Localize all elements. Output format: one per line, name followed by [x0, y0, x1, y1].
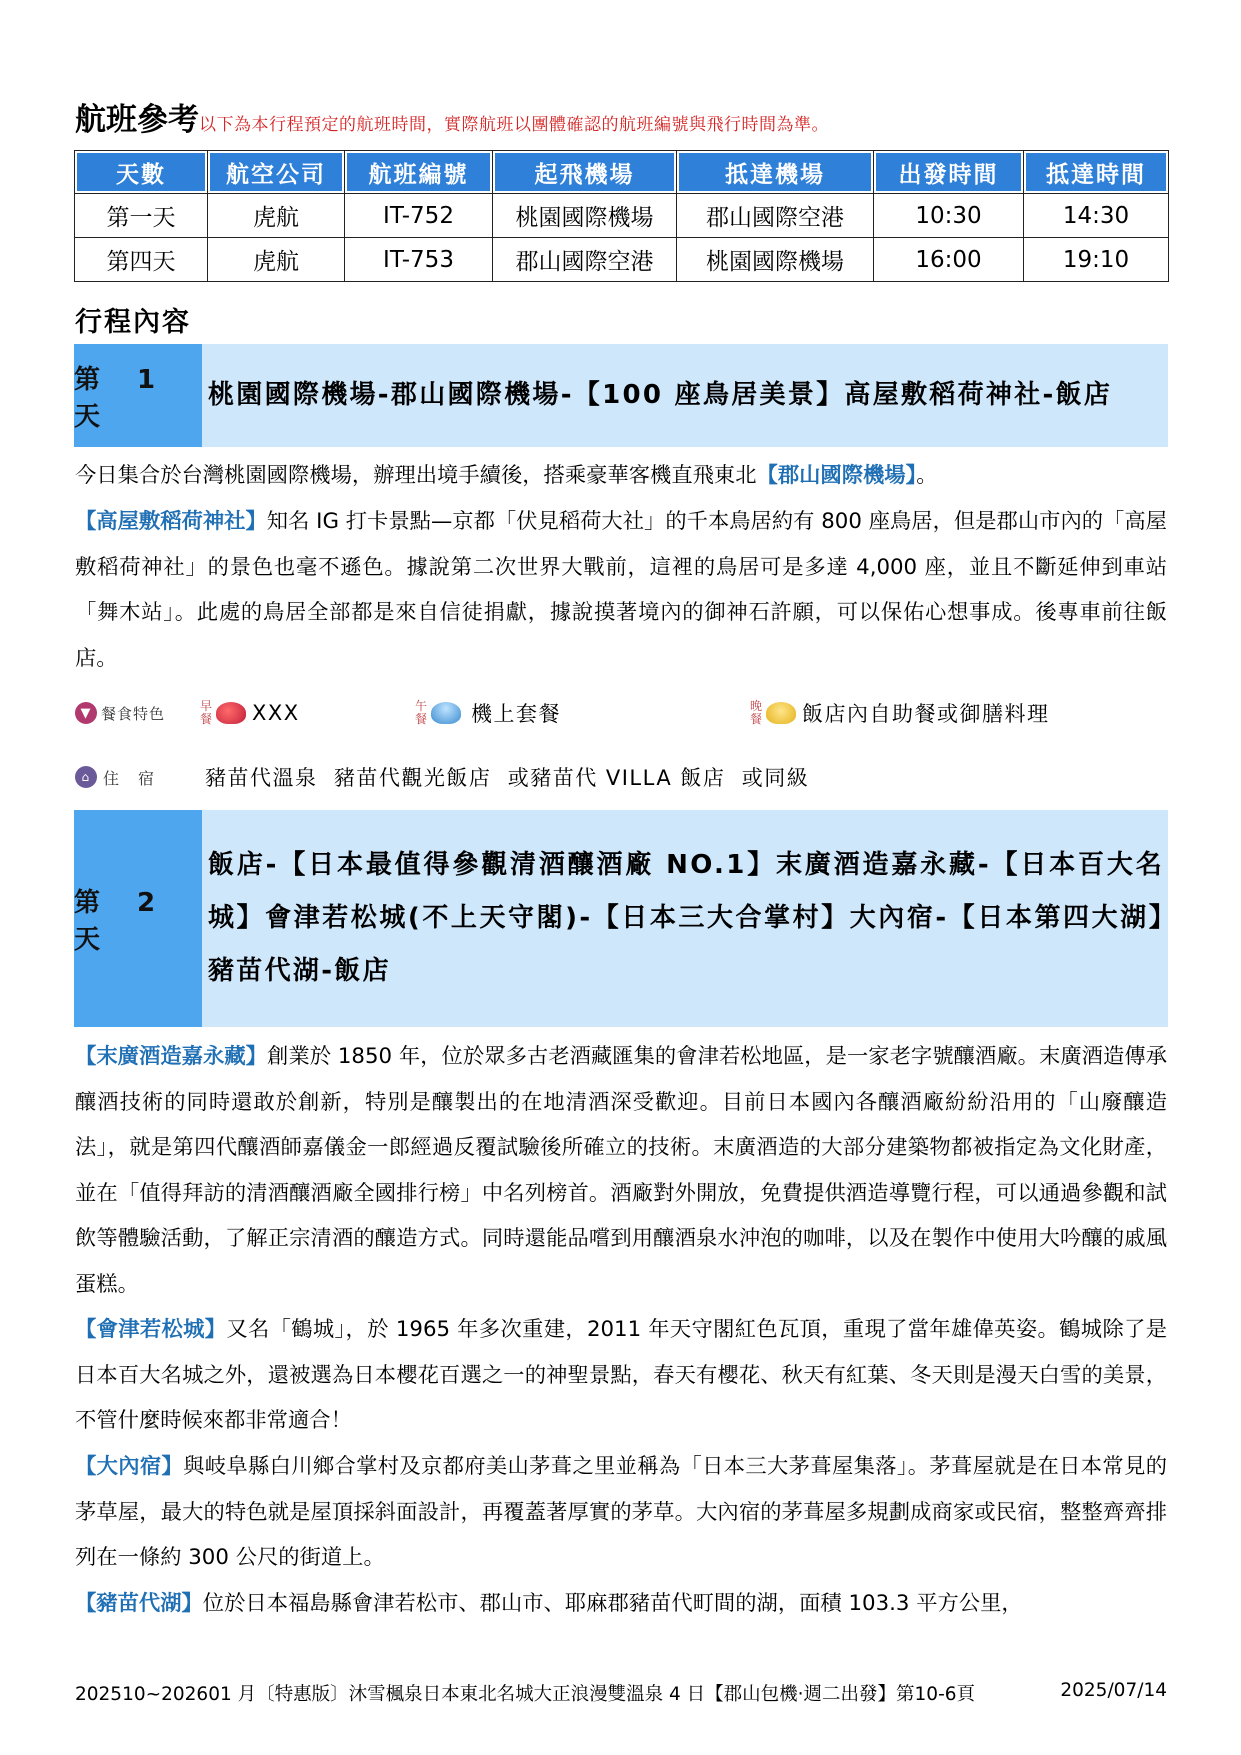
dinner: [750, 692, 1050, 734]
lunch-value: 機上套餐: [471, 702, 561, 726]
day2-ouchijuku: [75, 1444, 1167, 1581]
day2-label: 第 2 天: [74, 810, 202, 1027]
day2-castle-keyword: 【會津若松城】: [75, 1317, 227, 1342]
header-arrival-airport: 抵達機場: [677, 151, 874, 194]
header-arrival-time: 抵達時間: [1024, 151, 1169, 194]
header-airline: 航空公司: [208, 151, 345, 194]
day2-bar: [74, 810, 1168, 1027]
dinner-icon: [766, 702, 796, 724]
day2-brewery: [75, 1034, 1167, 1307]
flight-table-header-row: [75, 151, 1169, 194]
lunch: [415, 692, 561, 734]
meal-badge-label: 餐食特色: [101, 704, 166, 723]
day1-meals: [75, 692, 1167, 734]
meal-icon: ▼: [75, 702, 97, 724]
breakfast-tag: 早餐: [200, 699, 214, 726]
table-row: [75, 238, 1169, 282]
hotel-icon: ⌂: [75, 766, 97, 788]
hotel-value: 豬苗代溫泉 豬苗代觀光飯店 或豬苗代 VILLA 飯店 或同級: [205, 766, 810, 790]
breakfast-icon: [216, 702, 246, 724]
flight-header: [75, 94, 829, 139]
dinner-value: 飯店內自助餐或御膳料理: [802, 702, 1050, 726]
day1-intro-text: 今日集合於台灣桃園國際機場，辦理出境手續後，搭乘豪華客機直飛東北: [75, 463, 757, 488]
footer-date: 2025/07/14: [1060, 1680, 1167, 1701]
day2-lake-text: 位於日本福島縣會津若松市、郡山市、耶麻郡豬苗代町間的湖，面積 103.3 平方公里，: [202, 1591, 1023, 1616]
itinerary-title: 行程內容: [75, 307, 191, 338]
flight-table: [74, 150, 1169, 282]
meal-badge: [75, 692, 165, 734]
day1-intro-keyword: 【郡山國際機場】: [756, 463, 917, 488]
day2-castle: [75, 1307, 1167, 1444]
hotel-badge-label: 住 宿: [103, 768, 156, 788]
day2-ouchijuku-keyword: 【大內宿】: [75, 1454, 184, 1479]
day1-shrine: [75, 499, 1167, 681]
day2-route: 飯店-【日本最值得參觀清酒釀酒廠 NO.1】末廣酒造嘉永藏-【日本百大名城】會津若松城(不上天守閣)-【日本三大合掌村】大內宿-【日本第四大湖】豬苗代湖-飯店: [208, 850, 1164, 986]
header-days: 天數: [75, 151, 208, 194]
day2-brewery-text: 創業於 1850 年，位於眾多古老酒藏匯集的會津若松地區，是一家老字號釀酒廠。末廣酒造傳承釀酒技術的同時還敢於創新，特別是釀製出的在地清酒深受歡迎。目前日本國內各釀酒廠紛紛沿用的「山廢釀造法」，就是第四代釀酒師嘉儀金一郎經過反覆試驗後所確立的技術。末廣酒造的大部分建築物都被指定為文化財產，並在「值得拜訪的清酒釀酒廠全國排行榜」中名列榜首。酒廠對外開放，免費提供酒造導覽行程，可以通過參觀和試飲等體驗活動，了解正宗清酒的釀造方式。同時還能品嚐到用釀酒泉水沖泡的咖啡，以及在製作中使用大吟釀的戚風蛋糕。: [75, 1044, 1167, 1297]
cell-arrival-time: 19:10: [1024, 238, 1169, 282]
lunch-icon: [431, 702, 461, 724]
cell-airline: 虎航: [208, 194, 345, 238]
day1-shrine-text: 知名 IG 打卡景點—京都「伏見稻荷大社」的千本鳥居約有 800 座鳥居，但是郡山市內的「高屋敷稻荷神社」的景色也毫不遜色。據說第二次世界大戰前，這裡的鳥居可是多達 4,000 座，並且不斷延伸到車站「舞木站」。此處的鳥居全部都是來自信徒捐獻，據說摸著境內的御神石許願，可以保佑心想事成。後專車前往飯店。: [75, 509, 1167, 671]
flight-title: 航班參考: [75, 102, 199, 138]
header-departure-airport: 起飛機場: [493, 151, 677, 194]
footer-title: 202510~202601 月〔特惠版〕沐雪楓泉日本東北名城大正浪漫雙溫泉 4 日【郡山包機‧週二出發】第10-6頁: [75, 1684, 976, 1705]
breakfast-value: XXX: [252, 701, 300, 725]
day1-intro-end: 。: [916, 463, 938, 488]
flight-note: 以下為本行程預定的航班時間，實際航班以團體確認的航班編號與飛行時間為準。: [199, 115, 829, 135]
day2-lake: [75, 1581, 1167, 1627]
cell-departure-airport: 郡山國際空港: [493, 238, 677, 282]
cell-day: 第四天: [75, 238, 208, 282]
day2-brewery-keyword: 【末廣酒造嘉永藏】: [75, 1044, 268, 1069]
cell-arrival-airport: 郡山國際空港: [677, 194, 874, 238]
page-footer: [75, 1680, 1167, 1706]
day2-castle-text: 又名「鶴城」，於 1965 年多次重建，2011 年天守閣紅色瓦頂，重現了當年雄偉英姿。鶴城除了是日本百大名城之外，還被選為日本櫻花百選之一的神聖景點，春天有櫻花、秋天有紅葉、冬天則是漫天白雪的美景，不管什麼時候來都非常適合！: [75, 1317, 1167, 1433]
header-departure-time: 出發時間: [874, 151, 1024, 194]
day1-label: 第 1 天: [74, 344, 202, 447]
cell-arrival-airport: 桃園國際機場: [677, 238, 874, 282]
table-row: [75, 194, 1169, 238]
day1-route: 桃園國際機場-郡山國際機場-【100 座鳥居美景】高屋敷稻荷神社-飯店: [208, 380, 1113, 410]
day2-lake-keyword: 【豬苗代湖】: [75, 1591, 203, 1616]
cell-flight-no: IT-753: [345, 238, 493, 282]
cell-airline: 虎航: [208, 238, 345, 282]
cell-departure-airport: 桃園國際機場: [493, 194, 677, 238]
day2-ouchijuku-text: 與岐阜縣白川鄉合掌村及京都府美山茅葺之里並稱為「日本三大茅葺屋集落」。茅葺屋就是在日本常見的茅草屋，最大的特色就是屋頂採斜面設計，再覆蓋著厚實的茅草。大內宿的茅葺屋多規劃成商家或民宿，整整齊齊排列在一條約 300 公尺的街道上。: [75, 1454, 1167, 1570]
breakfast: [200, 692, 300, 734]
header-flight-no: 航班編號: [345, 151, 493, 194]
cell-departure-time: 10:30: [874, 194, 1024, 238]
day1-shrine-keyword: 【高屋敷稻荷神社】: [75, 509, 267, 534]
cell-departure-time: 16:00: [874, 238, 1024, 282]
dinner-tag: 晚餐: [750, 699, 764, 726]
day1-bar: [74, 344, 1168, 447]
lunch-tag: 午餐: [415, 699, 429, 726]
cell-arrival-time: 14:30: [1024, 194, 1169, 238]
cell-flight-no: IT-752: [345, 194, 493, 238]
day1-intro: [75, 453, 1167, 499]
cell-day: 第一天: [75, 194, 208, 238]
day1-hotel: [75, 757, 809, 797]
